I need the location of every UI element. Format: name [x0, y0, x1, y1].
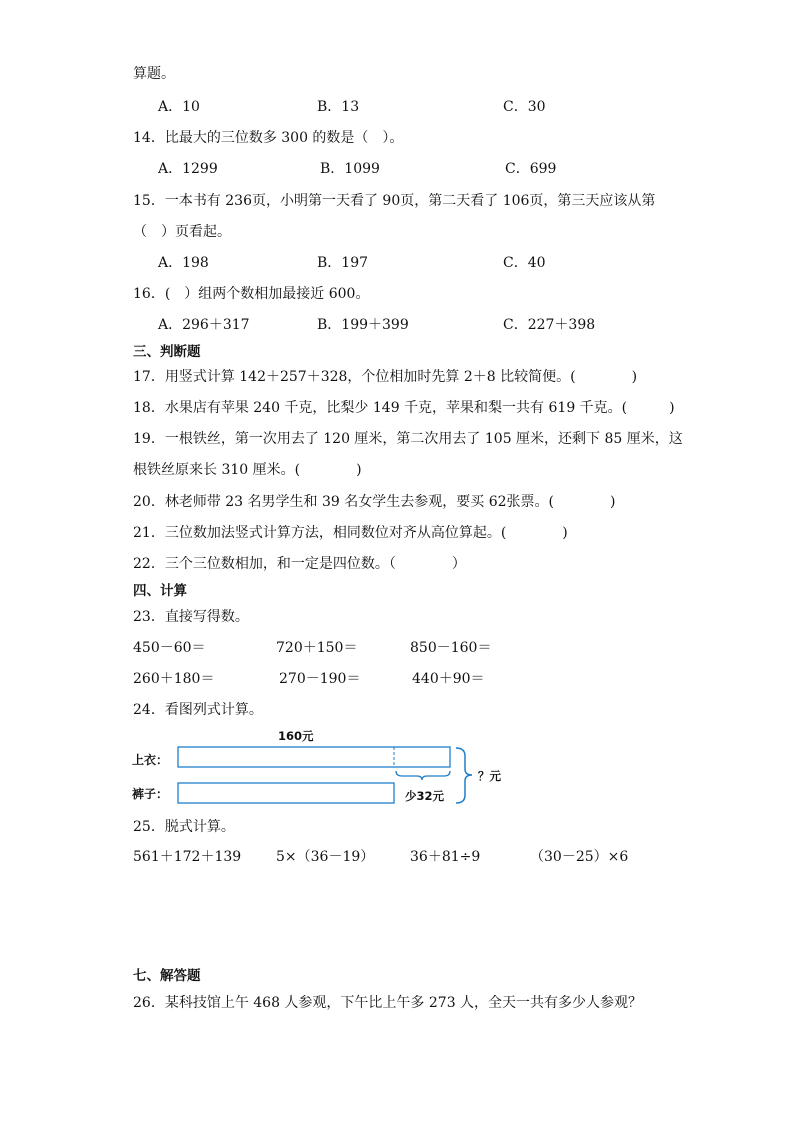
- q15-line1: 15．一本书有 236页，小明第一天看了 90页，第二天看了 106页，第三天应该从第: [133, 193, 656, 209]
- q23-item: 850－160＝: [410, 640, 492, 656]
- q15-option-c: C．40: [503, 255, 546, 271]
- total-brace: [456, 748, 472, 803]
- q23-item: 260＋180＝: [133, 671, 215, 687]
- q25-item: 5×（36－19）: [276, 849, 375, 865]
- section-heading-word-problems: 七、解答题: [133, 968, 201, 984]
- q18-text: 18．水果店有苹果 240 千克，比梨少 149 千克，苹果和梨一共有 619 千克。( ): [133, 400, 675, 416]
- q13-tail: 算题。: [133, 66, 175, 82]
- q14-option-b: B．1099: [320, 161, 380, 177]
- q16-option-c: C．227＋398: [503, 317, 596, 333]
- top-value-label: 160元: [278, 729, 314, 743]
- q17-text: 17．用竖式计算 142＋257＋328，个位相加时先算 2＋8 比较简便。( ): [133, 369, 638, 385]
- q23-item: 720＋150＝: [276, 640, 358, 656]
- q23-title: 23．直接写得数。: [133, 609, 249, 625]
- q25-item: 36＋81÷9: [410, 849, 481, 865]
- q16-text: 16．( ）组两个数相加最接近 600。: [133, 286, 370, 302]
- pants-label: 裤子：: [132, 787, 169, 801]
- total-label: ？元: [478, 769, 501, 783]
- q25-title: 25．脱式计算。: [133, 819, 235, 835]
- q13-option-c: C．30: [503, 99, 546, 115]
- q25-item: 561＋172＋139: [133, 849, 242, 865]
- q23-item: 440＋90＝: [412, 671, 485, 687]
- q16-option-b: B．199＋399: [317, 317, 409, 333]
- q24-title: 24．看图列式计算。: [133, 702, 263, 718]
- q19-line1: 19．一根铁丝，第一次用去了 120 厘米，第二次用去了 105 厘米，还剩下 85 厘米，这: [133, 431, 683, 447]
- q23-item: 270－190＝: [279, 671, 361, 687]
- pants-bar: [178, 783, 394, 803]
- q20-text: 20．林老师带 23 名男学生和 39 名女学生去参观，要买 62张票。( ): [133, 494, 616, 510]
- q13-option-a: A．10: [158, 99, 200, 115]
- section-heading-judgement: 三、判断题: [133, 344, 201, 360]
- q14-text: 14．比最大的三位数多 300 的数是（ ）。: [133, 130, 404, 146]
- section-heading-calculation: 四、计算: [133, 583, 187, 599]
- q19-line2: 根铁丝原来长 310 厘米。( ): [133, 462, 362, 478]
- q21-text: 21．三位数加法竖式计算方法，相同数位对齐从高位算起。( ): [133, 525, 568, 541]
- q15-option-a: A．198: [158, 255, 209, 271]
- difference-brace: [396, 771, 450, 780]
- q13-option-b: B．13: [317, 99, 360, 115]
- q14-option-a: A．1299: [158, 161, 218, 177]
- shirt-label: 上衣：: [132, 753, 169, 767]
- q15-option-b: B．197: [317, 255, 369, 271]
- q25-item: （30－25）×6: [530, 849, 629, 865]
- q22-text: 22．三个三位数相加，和一定是四位数。（ ）: [133, 556, 466, 572]
- shirt-bar: [178, 747, 450, 767]
- q15-line2: （ ）页看起。: [133, 224, 231, 240]
- q23-item: 450－60＝: [133, 640, 206, 656]
- q14-option-c: C．699: [505, 161, 557, 177]
- q26-text: 26．某科技馆上午 468 人参观，下午比上午多 273 人，全天一共有多少人参观？: [133, 995, 643, 1011]
- q24-diagram: [120, 722, 540, 812]
- q16-option-a: A．296＋317: [158, 317, 250, 333]
- difference-label: 少32元: [405, 789, 445, 803]
